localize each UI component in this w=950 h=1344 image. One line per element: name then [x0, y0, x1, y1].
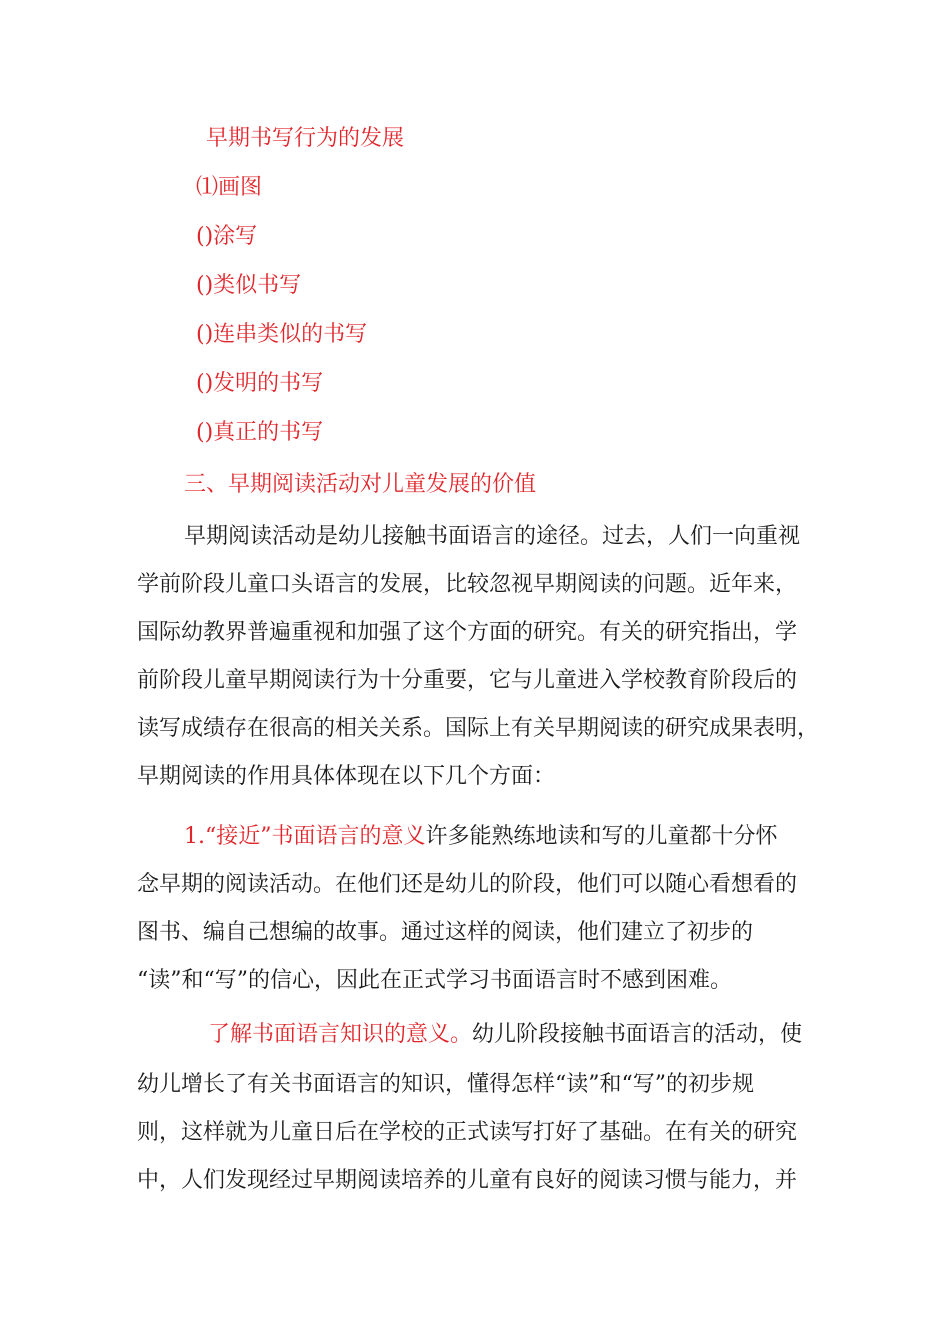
- outline-heading: 早期书写行为的发展: [206, 126, 405, 151]
- outline-item: ()涂写: [196, 224, 258, 249]
- paragraph-line: 前阶段儿童早期阅读行为十分重要，它与儿童进入学校教育阶段后的: [137, 668, 798, 693]
- paragraph-line: 幼儿增长了有关书面语言的知识，懂得怎样“读”和“写”的初步规: [137, 1072, 754, 1097]
- paragraph-line: 读写成绩存在很高的相关关系。国际上有关早期阅读的研究成果表明，: [137, 716, 820, 741]
- outline-item: ()真正的书写: [196, 420, 324, 445]
- paragraph-line: 国际幼教界普遍重视和加强了这个方面的研究。有关的研究指出，学: [137, 620, 798, 645]
- point2-text: 幼儿阶段接触书面语言的活动，使: [472, 1022, 803, 1047]
- paragraph-line: 念早期的阅读活动。在他们还是幼儿的阶段，他们可以随心看想看的: [137, 872, 798, 897]
- point1-heading: 1.“接近”书面语言的意义: [184, 824, 426, 849]
- paragraph-line: 早期阅读活动是幼儿接触书面语言的途径。过去，人们一向重视: [184, 524, 801, 549]
- paragraph-line: “读”和“写”的信心，因此在正式学习书面语言时不感到困难。: [137, 968, 732, 993]
- outline-item: ()连串类似的书写: [196, 322, 368, 347]
- section-title: 三、早期阅读活动对儿童发展的价值: [184, 472, 537, 497]
- paragraph-line: 中，人们发现经过早期阅读培养的儿童有良好的阅读习惯与能力，并: [137, 1168, 798, 1193]
- point2-first-line: [208, 1020, 802, 1050]
- outline-item: ()发明的书写: [196, 371, 324, 396]
- point1-text: 许多能熟练地读和写的儿童都十分怀: [425, 824, 778, 849]
- outline-item: ⑴画图: [196, 175, 263, 200]
- paragraph-line: 图书、编自己想编的故事。通过这样的阅读，他们建立了初步的: [137, 920, 754, 945]
- point1-first-line: [184, 822, 778, 852]
- point2-heading: 了解书面语言知识的意义。: [208, 1022, 473, 1047]
- paragraph-line: 学前阶段儿童口头语言的发展，比较忽视早期阅读的问题。近年来，: [137, 572, 798, 597]
- paragraph-line: 早期阅读的作用具体体现在以下几个方面：: [137, 764, 556, 789]
- outline-item: ()类似书写: [196, 273, 302, 298]
- paragraph-line: 则，这样就为儿童日后在学校的正式读写打好了基础。在有关的研究: [137, 1120, 798, 1145]
